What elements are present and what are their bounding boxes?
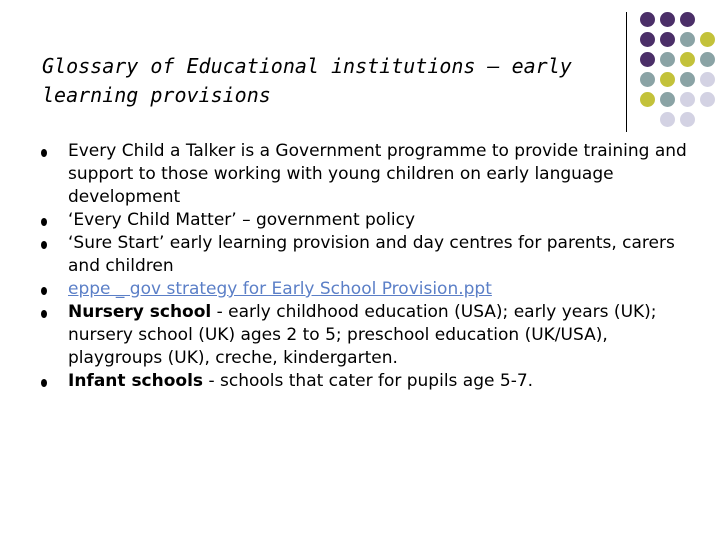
bullet-marker [41,241,47,249]
divider-line [626,12,627,132]
item-text: - early childhood education (USA); early years (UK); nursery school (UK) ages 2 to 5; preschool education (UK/USA), playgroups (UK), creche, kindergarten. [68,302,657,368]
dot [660,32,675,47]
item-text: ‘Sure Start’ early learning provision and day centres for parents, carers and children [68,233,675,276]
item-text: ‘Every Child Matter’ – government policy [68,210,416,230]
bullet-marker [41,379,47,387]
list-item [40,140,705,209]
dot [640,92,655,107]
dot [680,32,695,47]
list-item [40,232,705,278]
dot [700,72,715,87]
dot [700,92,715,107]
dot [680,12,695,27]
dot [680,72,695,87]
dot [680,92,695,107]
dot [660,72,675,87]
list-item [40,370,705,393]
dot [660,52,675,67]
bullet-list [40,140,705,393]
eppe-document-link[interactable]: eppe _ gov strategy for Early School Provision.ppt [68,279,492,299]
dot [640,32,655,47]
dot [700,52,715,67]
bullet-marker [41,310,47,318]
item-text: Every Child a Talker is a Government programme to provide training and support to those working with young children on early language development [68,141,687,207]
dot [680,112,695,127]
bullet-marker [41,149,47,157]
bullet-marker [41,218,47,226]
slide-title: Glossary of Educational institutions – early learning provisions [42,54,572,107]
dot [640,52,655,67]
list-item [40,278,705,301]
bullet-marker [41,287,47,295]
dot [640,72,655,87]
dot [660,12,675,27]
dot [660,92,675,107]
dot [680,52,695,67]
dot [660,112,675,127]
term-infant-schools: Infant schools [68,371,204,391]
term-nursery-school: Nursery school [68,302,212,322]
dot [640,12,655,27]
list-item [40,301,705,370]
item-text: - schools that cater for pupils age 5-7. [203,371,534,391]
dot [700,32,715,47]
list-item [40,209,705,232]
